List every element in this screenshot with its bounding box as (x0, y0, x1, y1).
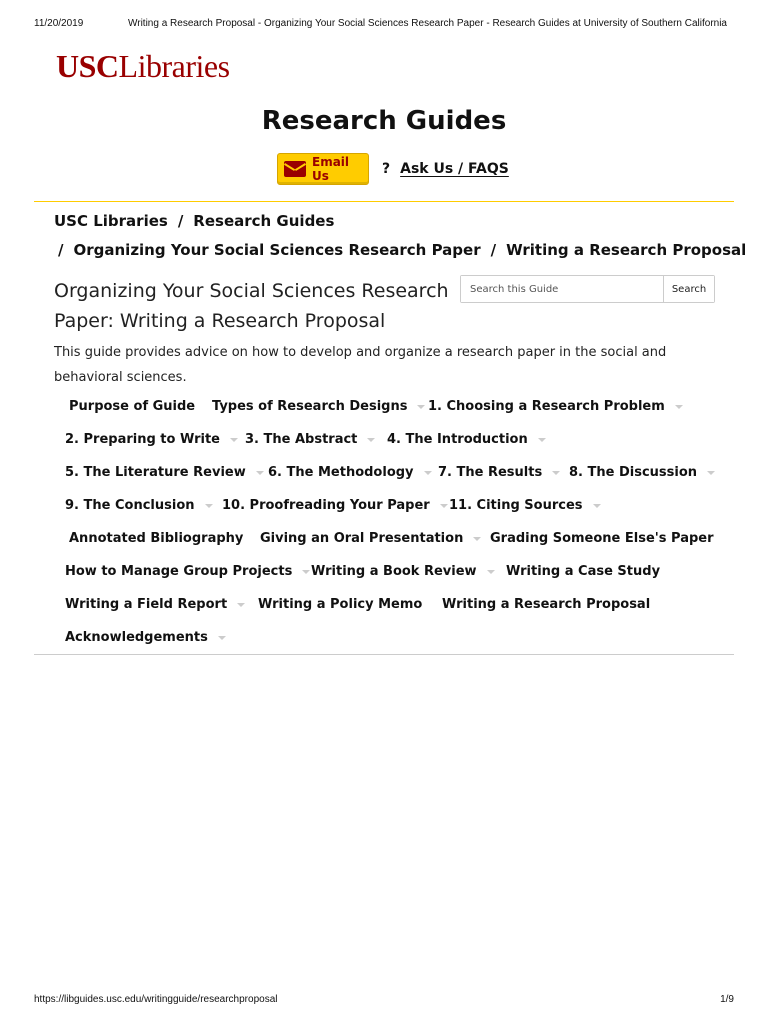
nav-tab-the-results[interactable]: 7. The Results (438, 465, 560, 480)
breadcrumb-research-guides[interactable]: Research Guides (193, 212, 335, 230)
breadcrumb-current-page: Writing a Research Proposal (506, 241, 747, 259)
ask-us-faqs-link[interactable]: Ask Us / FAQS (400, 161, 509, 177)
breadcrumb-separator: / (490, 241, 497, 259)
guide-description: This guide provides advice on how to develop and organize a research paper in the social and behavioral sciences. (54, 345, 667, 385)
breadcrumb-separator: / (177, 212, 184, 230)
nav-tab-acknowledgements[interactable]: Acknowledgements (65, 630, 226, 645)
search-input[interactable] (461, 276, 663, 302)
dropdown-caret-icon (552, 471, 560, 475)
nav-tab-writing-a-research-proposal[interactable]: Writing a Research Proposal (442, 597, 651, 612)
email-us-label: Email Us (312, 155, 350, 183)
print-date: 11/20/2019 (34, 18, 84, 29)
dropdown-caret-icon (440, 504, 448, 508)
dropdown-caret-icon (367, 438, 375, 442)
logo-libraries-text: Libraries (118, 48, 230, 84)
breadcrumb (54, 212, 334, 230)
site-title: Research Guides (261, 106, 507, 136)
dropdown-caret-icon (593, 504, 601, 508)
nav-tab-the-methodology[interactable]: 6. The Methodology (268, 465, 432, 480)
nav-tab-purpose-of-guide[interactable]: Purpose of Guide (69, 399, 196, 414)
guide-title-line-2: Paper: Writing a Research Proposal (54, 310, 386, 332)
print-page-number: 1/9 (720, 994, 734, 1005)
question-icon: ? (382, 161, 391, 177)
breadcrumb-separator: / (58, 241, 64, 259)
nav-tab-grading-someone-elses-paper[interactable]: Grading Someone Else's Paper (490, 531, 714, 546)
nav-bottom-divider (34, 654, 734, 655)
nav-tab-citing-sources[interactable]: 11. Citing Sources (449, 498, 601, 513)
dropdown-caret-icon (205, 504, 213, 508)
nav-tab-choosing-a-research-problem[interactable]: 1. Choosing a Research Problem (428, 399, 683, 414)
dropdown-caret-icon (424, 471, 432, 475)
dropdown-caret-icon (487, 570, 495, 574)
dropdown-caret-icon (230, 438, 238, 442)
nav-tab-writing-a-policy-memo[interactable]: Writing a Policy Memo (258, 597, 423, 612)
nav-tab-the-introduction[interactable]: 4. The Introduction (387, 432, 546, 447)
nav-tab-the-discussion[interactable]: 8. The Discussion (569, 465, 715, 480)
search-button[interactable]: Search (663, 276, 714, 302)
nav-tab-the-conclusion[interactable]: 9. The Conclusion (65, 498, 213, 513)
contact-row (277, 152, 509, 186)
dropdown-caret-icon (707, 471, 715, 475)
print-url: https://libguides.usc.edu/writingguide/researchproposal (34, 994, 278, 1005)
dropdown-caret-icon (417, 405, 425, 409)
nav-tab-giving-an-oral-presentation[interactable]: Giving an Oral Presentation (260, 531, 481, 546)
print-page-title: Writing a Research Proposal - Organizing Your Social Sciences Research Paper - Research Guides at University of Southern California (128, 18, 727, 29)
nav-tab-writing-a-field-report[interactable]: Writing a Field Report (65, 597, 245, 612)
nav-tab-proofreading-your-paper[interactable]: 10. Proofreading Your Paper (222, 498, 448, 513)
dropdown-caret-icon (237, 603, 245, 607)
nav-tab-writing-a-book-review[interactable]: Writing a Book Review (311, 564, 495, 579)
breadcrumb-continued (58, 241, 746, 259)
dropdown-caret-icon (538, 438, 546, 442)
dropdown-caret-icon (675, 405, 683, 409)
nav-tab-types-of-research-designs[interactable]: Types of Research Designs (212, 399, 425, 414)
nav-tab-preparing-to-write[interactable]: 2. Preparing to Write (65, 432, 238, 447)
breadcrumb-usc-libraries[interactable]: USC Libraries (54, 212, 168, 230)
guide-title-line-1: Organizing Your Social Sciences Research (54, 280, 449, 302)
nav-tab-annotated-bibliography[interactable]: Annotated Bibliography (69, 531, 244, 546)
nav-tab-how-to-manage-group-projects[interactable]: How to Manage Group Projects (65, 564, 310, 579)
logo-usc-text: USC (56, 48, 119, 84)
usc-libraries-logo[interactable] (56, 48, 230, 84)
nav-tab-the-abstract[interactable]: 3. The Abstract (245, 432, 375, 447)
dropdown-caret-icon (302, 570, 310, 574)
envelope-icon (284, 161, 306, 177)
dropdown-caret-icon (256, 471, 264, 475)
guide-search (460, 275, 715, 303)
header-divider (34, 201, 734, 202)
dropdown-caret-icon (473, 537, 481, 541)
breadcrumb-guide[interactable]: Organizing Your Social Sciences Research Paper (73, 241, 481, 259)
nav-tab-writing-a-case-study[interactable]: Writing a Case Study (506, 564, 661, 579)
nav-tab-the-literature-review[interactable]: 5. The Literature Review (65, 465, 264, 480)
guide-title (54, 276, 454, 336)
email-us-button[interactable] (277, 153, 369, 185)
dropdown-caret-icon (218, 636, 226, 640)
